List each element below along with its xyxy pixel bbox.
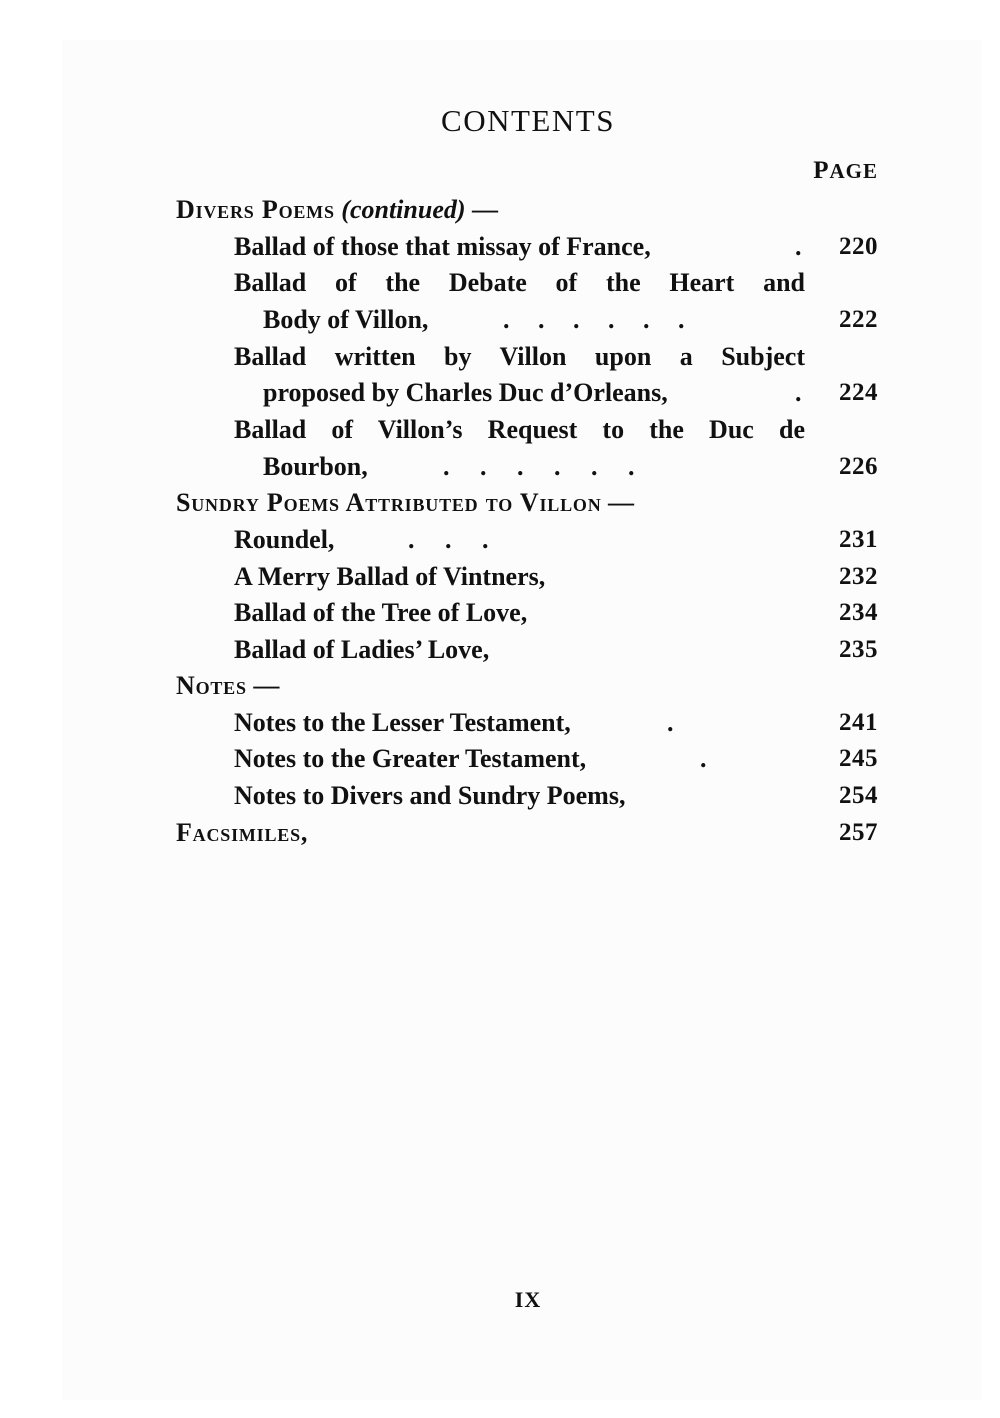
toc-entry[interactable]: Ballad of Villon’s Request to the Duc de bbox=[234, 415, 805, 444]
page-number: 226 bbox=[839, 453, 878, 480]
toc-entry[interactable]: Notes to the Greater Testament, . 245 bbox=[0, 741, 1000, 777]
toc-entry-continuation[interactable]: proposed by Charles Duc d’Orleans, . 224 bbox=[0, 375, 1000, 411]
page-folio: IX bbox=[514, 1287, 542, 1312]
toc-entry-continuation[interactable]: Bourbon, . . . . . . 226 bbox=[0, 449, 1000, 485]
page-number: 245 bbox=[839, 745, 878, 772]
page-title: CONTENTS bbox=[441, 103, 615, 138]
page-number: 220 bbox=[839, 233, 878, 260]
toc-entry[interactable]: Notes to the Lesser Testament, . 241 bbox=[0, 705, 1000, 741]
section-heading-facsimiles[interactable]: Facsimiles, 257 bbox=[0, 815, 1000, 851]
page-column-label: PAGE bbox=[813, 157, 878, 184]
toc-entry[interactable]: Ballad of those that missay of France, . 220 bbox=[0, 229, 1000, 265]
page-number: 232 bbox=[839, 563, 878, 590]
section-heading-notes: Notes — bbox=[176, 671, 280, 700]
toc-entry[interactable]: Ballad of Ladies’ Love, 235 bbox=[0, 632, 1000, 668]
toc-entry-continuation[interactable]: Body of Villon, . . . . . . 222 bbox=[0, 302, 1000, 338]
page-number: 254 bbox=[839, 782, 878, 809]
page-number: 224 bbox=[839, 379, 878, 406]
toc-entry[interactable]: Ballad of the Tree of Love, 234 bbox=[0, 595, 1000, 631]
page-number: 235 bbox=[839, 636, 878, 663]
toc-entry[interactable]: Notes to Divers and Sundry Poems, 254 bbox=[0, 778, 1000, 814]
toc-entry[interactable]: Ballad written by Villon upon a Subject bbox=[234, 342, 805, 371]
page-number: 222 bbox=[839, 306, 878, 333]
section-heading-divers-poems: Divers Poems (continued) — bbox=[176, 195, 499, 224]
toc-entry[interactable]: A Merry Ballad of Vintners, 232 bbox=[0, 559, 1000, 595]
page-number: 241 bbox=[839, 709, 878, 736]
section-heading-sundry-poems: Sundry Poems Attributed to Villon — bbox=[176, 488, 634, 517]
page-number: 257 bbox=[839, 819, 878, 846]
toc-entry[interactable]: Ballad of the Debate of the Heart and bbox=[234, 268, 805, 297]
toc-entry[interactable]: Roundel, . . . 231 bbox=[0, 522, 1000, 558]
page-number: 231 bbox=[839, 526, 878, 553]
page-number: 234 bbox=[839, 599, 878, 626]
